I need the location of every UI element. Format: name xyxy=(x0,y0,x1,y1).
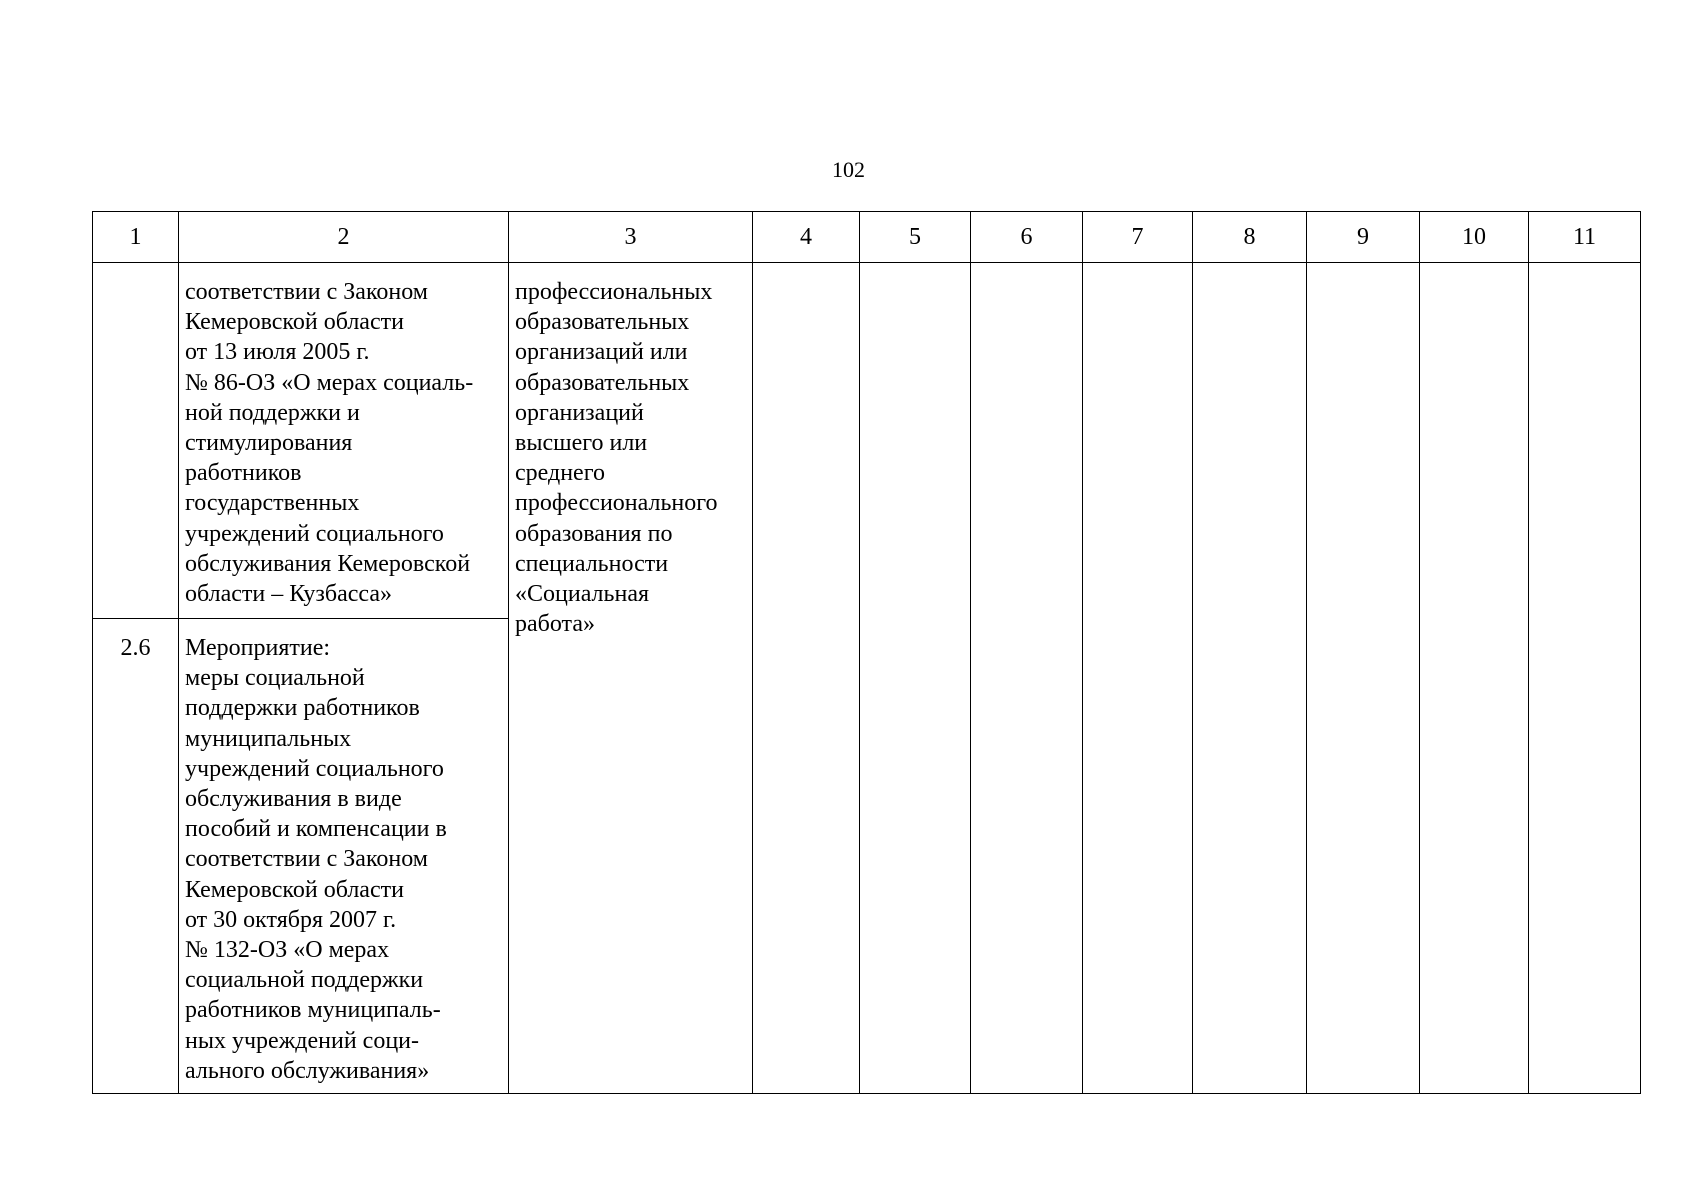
empty-cell xyxy=(971,263,1083,1094)
row-column-3-text: профессиональных образовательных организаций или образовательных организаций высшего или среднего профессионального образования по специальности «Социальная работа» xyxy=(515,279,718,638)
table-header-row xyxy=(93,212,1641,263)
column-header-3: 3 xyxy=(509,212,753,263)
column-header-2: 2 xyxy=(179,212,509,263)
row-description: соответствии с Законом Кемеровской области от 13 июля 2005 г. № 86-ОЗ «О мерах социаль- ной поддержки и стимулирования работников государственных учреждений социального обслуживания Кемеровской области – Кузбасса» xyxy=(185,279,474,608)
column-header-6: 6 xyxy=(971,212,1083,263)
empty-cell xyxy=(860,263,971,1094)
row-number-cell xyxy=(93,619,179,1094)
table-row xyxy=(93,263,1641,619)
page-number: 102 xyxy=(832,157,865,182)
empty-cell xyxy=(753,263,860,1094)
column-header-7: 7 xyxy=(1083,212,1193,263)
column-header-4: 4 xyxy=(753,212,860,263)
column-header-8: 8 xyxy=(1193,212,1307,263)
empty-cell xyxy=(1420,263,1529,1094)
description-cell xyxy=(179,619,509,1094)
empty-cell xyxy=(1193,263,1307,1094)
column-header-5: 5 xyxy=(860,212,971,263)
empty-cell xyxy=(1083,263,1193,1094)
row-description: Мероприятие: меры социальной поддержки работников муниципальных учреждений социального обслуживания в виде пособий и компенсации в соответствии с Законом Кемеровской области от 30 октября 2007 г. № 132-ОЗ «О мерах социальной поддержки работников муниципаль- ных учреждений соци- ального обслуживания» xyxy=(185,635,447,1084)
description-cell xyxy=(179,263,509,619)
column-header-11: 11 xyxy=(1529,212,1641,263)
row-number-cell xyxy=(93,263,179,619)
column-header-9: 9 xyxy=(1307,212,1420,263)
row-number: 2.6 xyxy=(120,635,151,661)
column-3-cell xyxy=(509,263,753,1094)
empty-cell xyxy=(1307,263,1420,1094)
column-header-1: 1 xyxy=(93,212,179,263)
empty-cell xyxy=(1529,263,1641,1094)
row-number xyxy=(93,263,178,277)
column-header-10: 10 xyxy=(1420,212,1529,263)
data-table xyxy=(92,211,1641,1094)
